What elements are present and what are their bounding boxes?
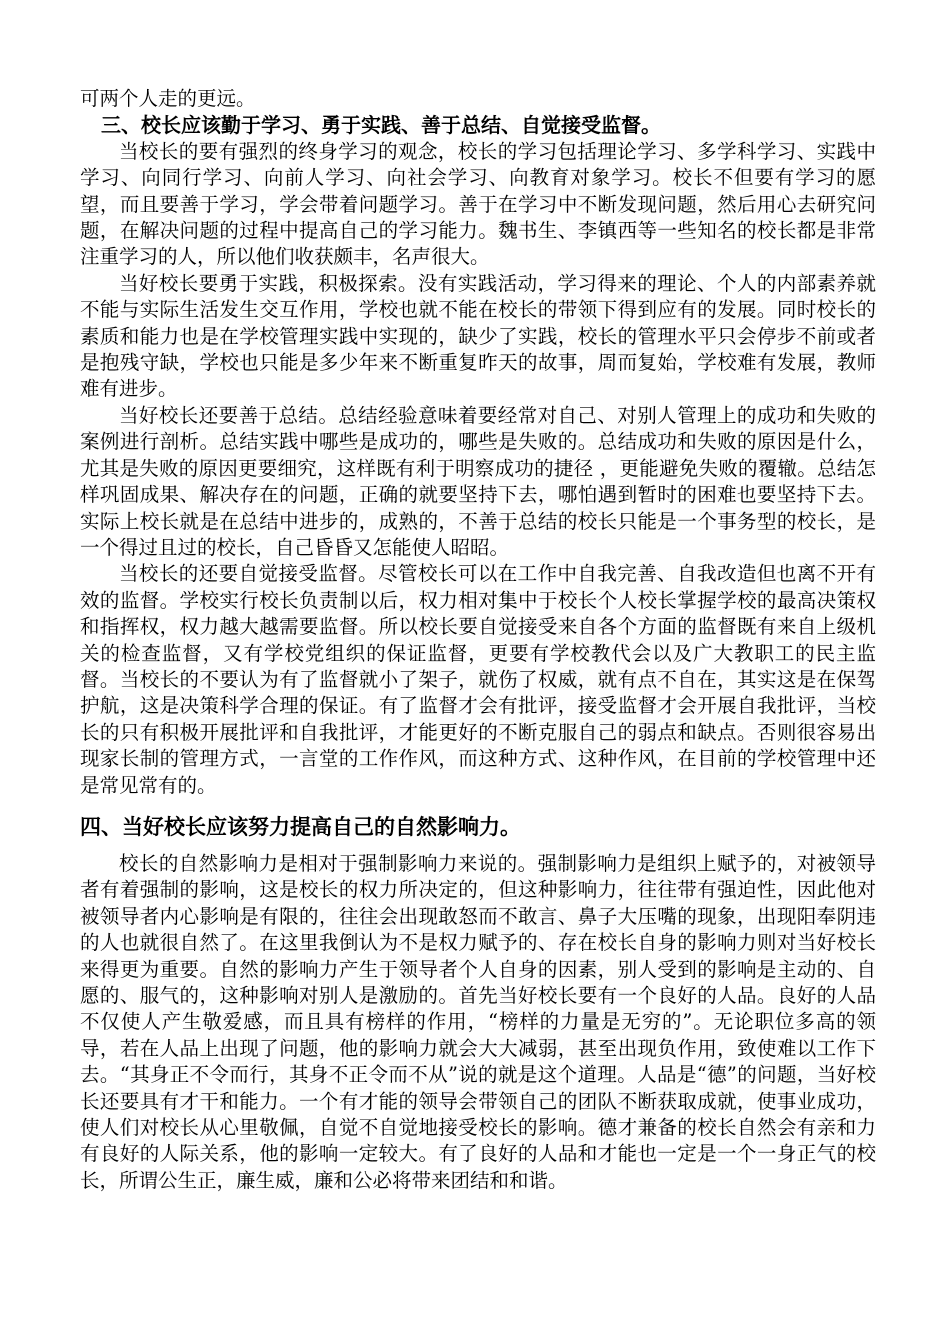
section-4-paragraph-1: 校长的自然影响力是相对于强制影响力来说的。强制影响力是组织上赋予的，对被领导者有着强制的影响，这是校长的权力所决定的，但这种影响力，往往带有强迫性，因此他对被领导者内心影响是有限的，往往会出现敢怒而不敢言、鼻子大压嘴的现象，出现阳奉阴违的人也就很自然了。在这里我倒认为不是权力赋予的、存在校长自身的影响力则对当好校长来得更为重要。自然的影响力产生于领导者个人自身的因素，别人受到的影响是主动的、自愿的、服气的，这种影响对别人是激励的。首先当好校长要有一个良好的人品。良好的人品不仅使人产生敬爱感，而且具有榜样的作用，“榜样的力量是无穷的”。无论职位多高的领导，若在人品上出现了问题，他的影响力就会大大减弱，甚至出现负作用，致使难以工作下去。“其身正不令而行，其身不正令而不从”说的就是这个道理。人品是“德”的问题，当好校长还要具有才干和能力。一个有才能的领导会带领自己的团队不断获取成就，使事业成功，使人们对校长从心里敬佩，自觉不自觉地接受校长的影响。德才兼备的校长自然会有亲和力有良好的人际关系，他的影响一定较大。有了良好的人品和才能也一定是一个一身正气的校长，所谓公生正，廉生威，廉和公必将带来团结和和谐。 <box>80 851 876 1192</box>
section-4-heading: 四、当好校长应该努力提高自己的自然影响力。 <box>80 813 521 839</box>
section-3-heading: 三、校长应该勤于学习、勇于实践、善于总结、自觉接受监督。 <box>101 113 661 138</box>
section-3-paragraph-2: 当好校长要勇于实践，积极探索。没有实践活动，学习得来的理论、个人的内部素养就不能与实际生活发生交互作用，学校也就不能在校长的带领下得到应有的发展。同时校长的素质和能力也是在学校管理实践中实现的，缺少了实践，校长的管理水平只会停步不前或者是抱残守缺，学校也只能是多少年来不断重复昨天的故事，周而复始，学校难有发展，教师难有进步。 <box>80 271 876 401</box>
section-3-paragraph-4: 当校长的还要自觉接受监督。尽管校长可以在工作中自我完善、自我改造但也离不开有效的监督。学校实行校长负责制以后，权力相对集中于校长个人校长掌握学校的最高决策权和指挥权，权力越大越需要监督。所以校长要自觉接受来自各个方面的监督既有来自上级机关的检查监督，又有学校党组织的保证监督，更要有学校教代会以及广大教职工的民主监督。当校长的不要认为有了监督就小了架子，就伤了权威，就有点不自在，其实这是在保驾护航，这是决策科学合理的保证。有了监督才会有批评，接受监督才会开展自我批评，当校长的只有积极开展批评和自我批评，才能更好的不断克服自己的弱点和缺点。否则很容易出现家长制的管理方式，一言堂的工作作风，而这种方式、这种作风，在目前的学校管理中还是常见常有的。 <box>80 562 876 797</box>
section-3-paragraph-1: 当校长的要有强烈的终身学习的观念，校长的学习包括理论学习、多学科学习、实践中学习、向同行学习、向前人学习、向社会学习、向教育对象学习。校长不但要有学习的愿望，而且要善于学习，学会带着问题学习。善于在学习中不断发现问题，然后用心去研究问题，在解决问题的过程中提高自己的学习能力。魏书生、李镇西等一些知名的校长都是非常注重学习的人，所以他们收获颇丰，名声很大。 <box>80 139 876 269</box>
section-3-paragraph-3: 当好校长还要善于总结。总结经验意味着要经常对自己、对别人管理上的成功和失败的案例进行剖析。总结实践中哪些是成功的，哪些是失败的。总结成功和失败的原因是什么，尤其是失败的原因更要细究，这样既有利于明察成功的捷径 ，更能避免失败的覆辙。总结怎样巩固成果、解决存在的问题，正确的就要坚持下去，哪怕遇到暂时的困难也要坚持下去。实际上校长就是在总结中进步的，成熟的，不善于总结的校长只能是一个事务型的校长，是一个得过且过的校长，自己昏昏又怎能使人昭昭。 <box>80 403 876 559</box>
opening-line: 可两个人走的更远。 <box>80 87 256 110</box>
